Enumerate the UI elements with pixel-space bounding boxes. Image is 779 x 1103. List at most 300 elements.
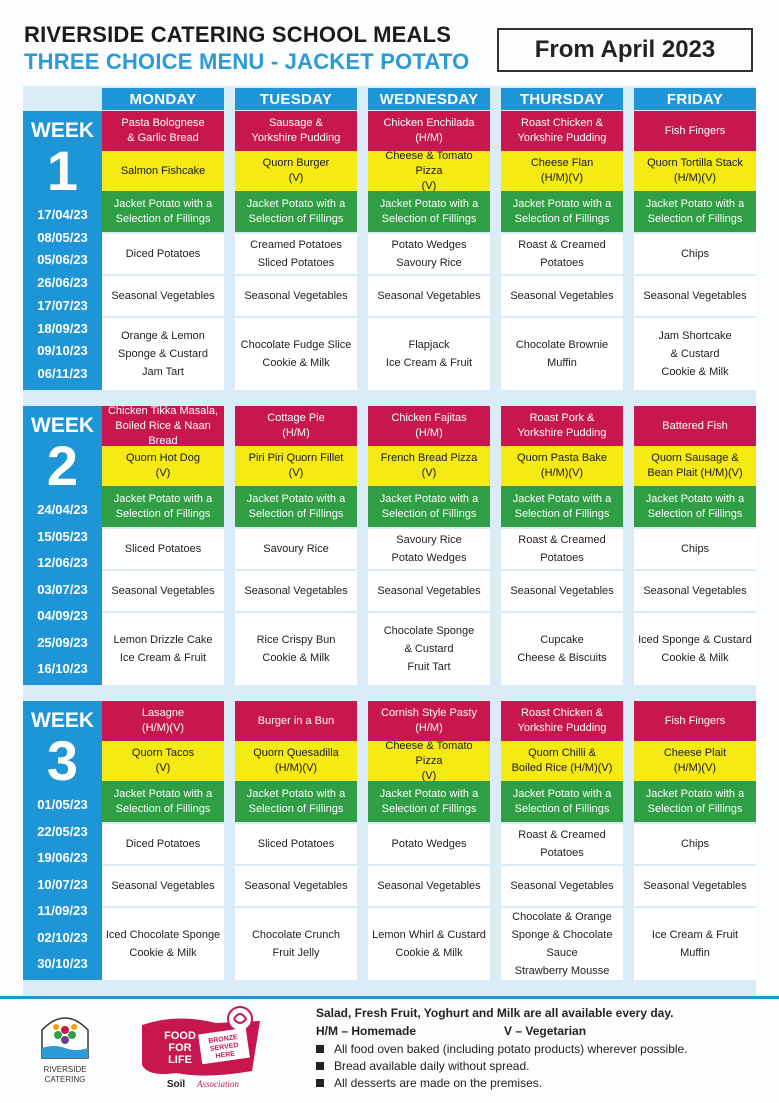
week-1-friday-veg-cell bbox=[634, 151, 756, 191]
main-line: Fish Fingers bbox=[664, 124, 726, 137]
week-3-thursday-side-cell bbox=[501, 824, 623, 864]
dessert-line: Lemon Whirl & Custard bbox=[372, 929, 486, 941]
week-2-thursday-side-cell bbox=[501, 529, 623, 569]
veg-line: Cheese & Tomato Pizza bbox=[385, 739, 473, 767]
week-3-thursday-veg-cell bbox=[501, 741, 623, 781]
side-line: Chips bbox=[680, 543, 710, 555]
week-2-monday-main-cell bbox=[102, 406, 224, 446]
week-3-wednesday-side-cell bbox=[368, 824, 490, 864]
key-vegetarian: V – Vegetarian bbox=[504, 1024, 587, 1038]
main-line: & Garlic Bread bbox=[127, 132, 199, 144]
jacket-line: Selection of Fillings bbox=[647, 212, 743, 225]
week-1-monday-jacket-cell bbox=[102, 191, 224, 232]
week-date: 03/07/23 bbox=[37, 581, 88, 597]
main-line: Yorkshire Pudding bbox=[517, 132, 607, 144]
week-date: 26/06/23 bbox=[37, 275, 88, 291]
week-1-wednesday-veg-cell bbox=[368, 151, 490, 191]
week-date: 18/09/23 bbox=[37, 320, 88, 336]
dessert-line: Chocolate Brownie bbox=[515, 339, 609, 351]
ffl-food: FOOD bbox=[164, 1030, 196, 1042]
week-3-tuesday-dessert-cell bbox=[235, 908, 357, 980]
week-1-tuesday-veg-cell bbox=[235, 151, 357, 191]
side-line: Potatoes bbox=[540, 552, 584, 564]
ffl-association: Association bbox=[197, 1079, 239, 1089]
vegetables-line: Seasonal Vegetables bbox=[111, 879, 215, 892]
week-1-tuesday-vegetables-cell bbox=[235, 276, 357, 316]
main-line: Burger in a Bun bbox=[257, 714, 335, 727]
ffl-served: SERVED bbox=[209, 1042, 239, 1053]
footer-bullet: All desserts are made on the premises. bbox=[316, 1076, 542, 1090]
vegetables-line: Seasonal Vegetables bbox=[244, 289, 348, 302]
dessert-line: Ice Cream & Fruit bbox=[651, 929, 739, 941]
main-line: Roast Pork & bbox=[529, 412, 595, 424]
veg-line: (V) bbox=[421, 769, 437, 782]
dessert-line: Cookie & Milk bbox=[262, 652, 330, 664]
day-header-monday: MONDAY bbox=[102, 88, 224, 110]
main-line: (H/M) bbox=[415, 722, 443, 734]
week-3-monday-vegetables-cell bbox=[102, 866, 224, 906]
veg-line: Quorn Tortilla Stack bbox=[647, 157, 743, 169]
bullet-square-icon bbox=[316, 1079, 324, 1087]
main-line: (H/M) bbox=[415, 132, 443, 144]
side-line: Diced Potatoes bbox=[125, 248, 201, 260]
week-3-tuesday-vegetables-cell bbox=[235, 866, 357, 906]
veg-line: (H/M)(V) bbox=[274, 762, 318, 774]
side-line: Potato Wedges bbox=[391, 552, 467, 564]
week-date: 17/07/23 bbox=[37, 297, 88, 313]
week-2-wednesday-main-cell bbox=[368, 406, 490, 446]
week-1-wednesday-vegetables-cell bbox=[368, 276, 490, 316]
week-2-wednesday-vegetables-cell bbox=[368, 571, 490, 611]
dessert-line: Muffin bbox=[547, 357, 577, 369]
week-3-monday-main-cell bbox=[102, 701, 224, 741]
week-3-column bbox=[23, 701, 102, 980]
week-2-tuesday-veg-cell bbox=[235, 446, 357, 486]
side-line: Roast & Creamed bbox=[518, 829, 606, 841]
main-line: (H/M) bbox=[415, 427, 443, 439]
ffl-here: HERE bbox=[215, 1050, 236, 1061]
week-number: 3 bbox=[46, 729, 79, 792]
week-2-tuesday-jacket-cell bbox=[235, 486, 357, 527]
side-line: Savoury Rice bbox=[396, 534, 462, 546]
week-label: WEEK bbox=[31, 414, 94, 437]
main-line: Yorkshire Pudding bbox=[251, 132, 341, 144]
veg-line: (V) bbox=[421, 179, 437, 192]
veg-line: (H/M)(V) bbox=[673, 762, 717, 774]
side-line: Chips bbox=[680, 248, 710, 260]
riverside-logo-line1: RIVERSIDE bbox=[43, 1065, 87, 1074]
jacket-line: Jacket Potato with a bbox=[246, 787, 346, 800]
week-3-friday-jacket-cell bbox=[634, 781, 756, 822]
veg-line: Piri Piri Quorn Fillet bbox=[248, 452, 344, 464]
dessert-line: & Custard bbox=[404, 643, 454, 655]
week-1-thursday-vegetables-cell bbox=[501, 276, 623, 316]
dessert-line: Ice Cream & Fruit bbox=[385, 357, 473, 369]
week-1-column bbox=[23, 111, 102, 390]
veg-line: Quorn Pasta Bake bbox=[517, 452, 607, 464]
veg-line: Salmon Fishcake bbox=[120, 164, 206, 177]
week-2-monday-vegetables-cell bbox=[102, 571, 224, 611]
main-line: Yorkshire Pudding bbox=[517, 427, 607, 439]
week-1-thursday-side-cell bbox=[501, 234, 623, 274]
week-1-friday-main-cell bbox=[634, 111, 756, 151]
week-3-wednesday-vegetables-cell bbox=[368, 866, 490, 906]
jacket-line: Selection of Fillings bbox=[514, 212, 610, 225]
jacket-line: Jacket Potato with a bbox=[645, 787, 745, 800]
week-1-thursday-main-cell bbox=[501, 111, 623, 151]
main-line: (H/M) bbox=[282, 427, 310, 439]
dessert-line: Strawberry Mousse bbox=[514, 965, 610, 977]
week-date: 10/07/23 bbox=[37, 876, 88, 892]
week-1-monday-dessert-cell bbox=[102, 318, 224, 390]
week-3-thursday-main-cell bbox=[501, 701, 623, 741]
menu-subtitle: THREE CHOICE MENU - JACKET POTATO bbox=[24, 49, 470, 74]
week-3-wednesday-jacket-cell bbox=[368, 781, 490, 822]
week-1-friday-side-cell bbox=[634, 234, 756, 274]
week-2-friday-veg-cell bbox=[634, 446, 756, 486]
side-line: Potatoes bbox=[540, 257, 584, 269]
vegetables-line: Seasonal Vegetables bbox=[643, 879, 747, 892]
veg-line: (V) bbox=[288, 172, 304, 184]
dessert-line: Flapjack bbox=[408, 339, 450, 351]
jacket-line: Jacket Potato with a bbox=[512, 787, 612, 800]
week-2-wednesday-jacket-cell bbox=[368, 486, 490, 527]
vegetables-line: Seasonal Vegetables bbox=[510, 289, 614, 302]
veg-line: (H/M)(V) bbox=[540, 172, 584, 184]
week-2-tuesday-dessert-cell bbox=[235, 613, 357, 685]
day-header-thursday: THURSDAY bbox=[501, 88, 623, 110]
jacket-line: Jacket Potato with a bbox=[379, 787, 479, 800]
week-date: 25/09/23 bbox=[37, 634, 88, 650]
day-header-friday: FRIDAY bbox=[634, 88, 756, 110]
veg-line: (V) bbox=[155, 467, 171, 479]
dessert-line: Rice Crispy Bun bbox=[256, 634, 336, 646]
dessert-line: Lemon Drizzle Cake bbox=[113, 634, 213, 646]
veg-line: (V) bbox=[288, 467, 304, 479]
side-line: Sliced Potatoes bbox=[257, 257, 335, 269]
week-2-wednesday-dessert-cell bbox=[368, 613, 490, 685]
jacket-line: Selection of Fillings bbox=[514, 802, 610, 815]
vegetables-line: Seasonal Vegetables bbox=[377, 584, 481, 597]
week-2-thursday-jacket-cell bbox=[501, 486, 623, 527]
jacket-line: Selection of Fillings bbox=[514, 507, 610, 520]
week-1-thursday-jacket-cell bbox=[501, 191, 623, 232]
week-date: 24/04/23 bbox=[37, 502, 88, 517]
side-line: Potatoes bbox=[540, 847, 584, 859]
week-2-friday-side-cell bbox=[634, 529, 756, 569]
week-3-wednesday-veg-cell bbox=[368, 741, 490, 781]
ffl-bronze: BRONZE bbox=[207, 1034, 239, 1046]
vegetables-line: Seasonal Vegetables bbox=[510, 584, 614, 597]
week-date: 17/04/23 bbox=[37, 207, 88, 222]
veg-line: Quorn Hot Dog bbox=[126, 452, 200, 464]
dessert-line: Chocolate Fudge Slice bbox=[240, 339, 352, 351]
week-2-tuesday-vegetables-cell bbox=[235, 571, 357, 611]
week-3-friday-side-cell bbox=[634, 824, 756, 864]
veg-line: Boiled Rice (H/M)(V) bbox=[511, 762, 613, 774]
week-3-thursday-vegetables-cell bbox=[501, 866, 623, 906]
week-1-friday-jacket-cell bbox=[634, 191, 756, 232]
week-2-monday-side-cell bbox=[102, 529, 224, 569]
week-date: 16/10/23 bbox=[37, 661, 88, 676]
bullet-square-icon bbox=[316, 1045, 324, 1053]
week-2-monday-veg-cell bbox=[102, 446, 224, 486]
week-2-wednesday-side-cell bbox=[368, 529, 490, 569]
dessert-line: Chocolate Sponge bbox=[383, 625, 475, 637]
ffl-soil: Soil bbox=[166, 1079, 186, 1090]
week-date: 12/06/23 bbox=[37, 555, 88, 570]
side-line: Potato Wedges bbox=[391, 239, 467, 251]
week-3-friday-veg-cell bbox=[634, 741, 756, 781]
ffl-life: LIFE bbox=[168, 1054, 192, 1066]
main-line: Roast Chicken & bbox=[521, 117, 603, 129]
dessert-line: Cookie & Milk bbox=[661, 366, 729, 378]
dessert-line: Sponge & Custard bbox=[118, 348, 208, 360]
week-3-tuesday-main-cell bbox=[235, 701, 357, 741]
main-line: Chicken Tikka Masala, bbox=[107, 404, 219, 417]
week-label: WEEK bbox=[31, 119, 94, 142]
week-date: 05/06/23 bbox=[37, 252, 88, 268]
week-number: 1 bbox=[46, 139, 79, 202]
week-3-wednesday-dessert-cell bbox=[368, 908, 490, 980]
side-line: Roast & Creamed bbox=[518, 239, 606, 251]
week-1-wednesday-main-cell bbox=[368, 111, 490, 151]
dessert-line: Cheese & Biscuits bbox=[517, 652, 607, 664]
dessert-line: Fruit Tart bbox=[407, 661, 451, 673]
week-1-monday-vegetables-cell bbox=[102, 276, 224, 316]
side-line: Creamed Potatoes bbox=[250, 239, 342, 251]
veg-line: Quorn Quesadilla bbox=[253, 747, 339, 759]
dessert-line: Cookie & Milk bbox=[395, 947, 463, 959]
riverside-catering-logo bbox=[34, 1008, 96, 1092]
week-1-monday-veg-cell bbox=[102, 151, 224, 191]
dessert-line: Jam Tart bbox=[142, 366, 184, 378]
week-2-friday-jacket-cell bbox=[634, 486, 756, 527]
vegetables-line: Seasonal Vegetables bbox=[510, 879, 614, 892]
dessert-line: Sauce bbox=[546, 947, 578, 959]
veg-line: French Bread Pizza bbox=[380, 452, 478, 464]
riverside-logo-line2: CATERING bbox=[44, 1075, 86, 1084]
week-3-monday-jacket-cell bbox=[102, 781, 224, 822]
week-1-friday-vegetables-cell bbox=[634, 276, 756, 316]
main-line: (H/M)(V) bbox=[141, 722, 185, 734]
week-date: 06/11/23 bbox=[37, 366, 88, 381]
week-3-thursday-dessert-cell bbox=[501, 908, 623, 980]
week-2-tuesday-main-cell bbox=[235, 406, 357, 446]
week-2-monday-dessert-cell bbox=[102, 613, 224, 685]
day-header-tuesday: TUESDAY bbox=[235, 88, 357, 110]
jacket-line: Jacket Potato with a bbox=[113, 197, 213, 210]
week-2-column bbox=[23, 406, 102, 685]
week-1-monday-main-cell bbox=[102, 111, 224, 151]
jacket-line: Jacket Potato with a bbox=[113, 787, 213, 800]
jacket-line: Selection of Fillings bbox=[248, 802, 344, 815]
dessert-line: Jam Shortcake bbox=[658, 330, 732, 342]
veg-line: Bean Plait (H/M)(V) bbox=[647, 467, 743, 479]
side-line: Potato Wedges bbox=[391, 838, 467, 850]
main-line: Roast Chicken & bbox=[521, 707, 603, 719]
main-line: Cornish Style Pasty bbox=[381, 707, 477, 719]
main-line: Lasagne bbox=[141, 707, 185, 719]
jacket-line: Jacket Potato with a bbox=[246, 492, 346, 505]
day-header-wednesday: WEDNESDAY bbox=[368, 88, 490, 110]
week-date: 02/10/23 bbox=[37, 929, 88, 945]
jacket-line: Jacket Potato with a bbox=[113, 492, 213, 505]
bullet-square-icon bbox=[316, 1062, 324, 1070]
week-1-tuesday-side-cell bbox=[235, 234, 357, 274]
week-date: 15/05/23 bbox=[37, 528, 88, 544]
vegetables-line: Seasonal Vegetables bbox=[377, 289, 481, 302]
vegetables-line: Seasonal Vegetables bbox=[111, 584, 215, 597]
vegetables-line: Seasonal Vegetables bbox=[111, 289, 215, 302]
jacket-line: Jacket Potato with a bbox=[512, 492, 612, 505]
food-for-life-logo bbox=[136, 1005, 266, 1091]
week-1-friday-dessert-cell bbox=[634, 318, 756, 390]
side-line: Sliced Potatoes bbox=[124, 543, 202, 555]
vegetables-line: Seasonal Vegetables bbox=[643, 289, 747, 302]
jacket-line: Selection of Fillings bbox=[248, 507, 344, 520]
main-line: Battered Fish bbox=[662, 419, 728, 432]
jacket-line: Selection of Fillings bbox=[381, 212, 477, 225]
dessert-line: Fruit Jelly bbox=[272, 947, 320, 959]
jacket-line: Selection of Fillings bbox=[115, 802, 211, 815]
jacket-line: Jacket Potato with a bbox=[512, 197, 612, 210]
jacket-line: Selection of Fillings bbox=[248, 212, 344, 225]
week-1-tuesday-main-cell bbox=[235, 111, 357, 151]
footer-bullet: Bread available daily without spread. bbox=[316, 1059, 529, 1073]
veg-line: Quorn Burger bbox=[262, 157, 330, 169]
week-1-thursday-veg-cell bbox=[501, 151, 623, 191]
key-homemade: H/M – Homemade bbox=[316, 1024, 417, 1038]
week-3-tuesday-veg-cell bbox=[235, 741, 357, 781]
week-2-thursday-main-cell bbox=[501, 406, 623, 446]
dessert-line: Orange & Lemon bbox=[121, 330, 205, 342]
dessert-line: Cookie & Milk bbox=[661, 652, 729, 664]
veg-line: Cheese & Tomato Pizza bbox=[385, 149, 473, 177]
jacket-line: Jacket Potato with a bbox=[246, 197, 346, 210]
main-line: Chicken Fajitas bbox=[391, 412, 467, 424]
dessert-line: Chocolate Crunch bbox=[251, 929, 341, 941]
veg-line: (H/M)(V) bbox=[673, 172, 717, 184]
week-3-wednesday-main-cell bbox=[368, 701, 490, 741]
veg-line: Quorn Chilli & bbox=[528, 747, 596, 759]
veg-line: Cheese Plait bbox=[663, 747, 727, 759]
week-3-tuesday-side-cell bbox=[235, 824, 357, 864]
week-1-tuesday-jacket-cell bbox=[235, 191, 357, 232]
side-line: Savoury Rice bbox=[263, 543, 329, 555]
dessert-line: Cupcake bbox=[540, 634, 584, 646]
main-line: Yorkshire Pudding bbox=[517, 722, 607, 734]
dessert-line: Cookie & Milk bbox=[262, 357, 330, 369]
week-1-thursday-dessert-cell bbox=[501, 318, 623, 390]
week-3-friday-vegetables-cell bbox=[634, 866, 756, 906]
jacket-line: Jacket Potato with a bbox=[645, 492, 745, 505]
dessert-line: Ice Cream & Fruit bbox=[119, 652, 207, 664]
veg-line: (V) bbox=[155, 762, 171, 774]
week-2-thursday-veg-cell bbox=[501, 446, 623, 486]
week-date: 19/06/23 bbox=[37, 850, 88, 865]
week-3-monday-veg-cell bbox=[102, 741, 224, 781]
week-label: WEEK bbox=[31, 709, 94, 732]
jacket-line: Jacket Potato with a bbox=[379, 492, 479, 505]
week-date: 22/05/23 bbox=[37, 823, 88, 839]
week-3-monday-dessert-cell bbox=[102, 908, 224, 980]
dessert-line: Iced Sponge & Custard bbox=[638, 634, 752, 646]
week-2-thursday-vegetables-cell bbox=[501, 571, 623, 611]
week-3-tuesday-jacket-cell bbox=[235, 781, 357, 822]
dessert-line: Iced Chocolate Sponge bbox=[105, 929, 221, 941]
menu-title: RIVERSIDE CATERING SCHOOL MEALS bbox=[24, 22, 452, 47]
ffl-for: FOR bbox=[168, 1042, 192, 1054]
week-2-tuesday-side-cell bbox=[235, 529, 357, 569]
side-line: Chips bbox=[680, 838, 710, 850]
week-2-friday-vegetables-cell bbox=[634, 571, 756, 611]
week-1-monday-side-cell bbox=[102, 234, 224, 274]
main-line: Chicken Enchilada bbox=[383, 117, 475, 129]
week-2-friday-dessert-cell bbox=[634, 613, 756, 685]
week-3-friday-dessert-cell bbox=[634, 908, 756, 980]
week-1-wednesday-side-cell bbox=[368, 234, 490, 274]
week-date: 30/10/23 bbox=[37, 956, 88, 971]
week-1-wednesday-jacket-cell bbox=[368, 191, 490, 232]
daily-availability-note: Salad, Fresh Fruit, Yoghurt and Milk are all available every day. bbox=[316, 1006, 674, 1020]
side-line: Savoury Rice bbox=[396, 257, 462, 269]
week-number: 2 bbox=[46, 434, 79, 497]
jacket-line: Selection of Fillings bbox=[115, 212, 211, 225]
side-line: Sliced Potatoes bbox=[257, 838, 335, 850]
main-line: Cottage Pie bbox=[267, 412, 325, 424]
veg-line: (V) bbox=[421, 467, 437, 479]
week-1-tuesday-dessert-cell bbox=[235, 318, 357, 390]
vegetables-line: Seasonal Vegetables bbox=[244, 879, 348, 892]
week-date: 04/09/23 bbox=[37, 608, 88, 623]
jacket-line: Selection of Fillings bbox=[647, 507, 743, 520]
vegetables-line: Seasonal Vegetables bbox=[643, 584, 747, 597]
vegetables-line: Seasonal Vegetables bbox=[377, 879, 481, 892]
main-line: Fish Fingers bbox=[664, 714, 726, 727]
jacket-line: Jacket Potato with a bbox=[379, 197, 479, 210]
main-line: Pasta Bolognese bbox=[121, 117, 205, 129]
week-date: 08/05/23 bbox=[37, 229, 88, 245]
jacket-line: Jacket Potato with a bbox=[645, 197, 745, 210]
vegetables-line: Seasonal Vegetables bbox=[244, 584, 348, 597]
week-date: 11/09/23 bbox=[37, 903, 88, 918]
week-2-thursday-dessert-cell bbox=[501, 613, 623, 685]
dessert-line: Sponge & Chocolate bbox=[511, 929, 613, 941]
jacket-line: Selection of Fillings bbox=[381, 802, 477, 815]
week-3-monday-side-cell bbox=[102, 824, 224, 864]
veg-line: Cheese Flan bbox=[530, 157, 594, 169]
week-2-wednesday-veg-cell bbox=[368, 446, 490, 486]
week-date: 09/10/23 bbox=[37, 343, 88, 359]
dessert-line: & Custard bbox=[670, 348, 720, 360]
main-line: Boiled Rice & Naan Bread bbox=[115, 419, 211, 447]
week-2-monday-jacket-cell bbox=[102, 486, 224, 527]
jacket-line: Selection of Fillings bbox=[647, 802, 743, 815]
jacket-line: Selection of Fillings bbox=[115, 507, 211, 520]
veg-line: (H/M)(V) bbox=[540, 467, 584, 479]
veg-line: Quorn Sausage & bbox=[651, 452, 739, 464]
main-line: Sausage & bbox=[269, 117, 323, 129]
footer-bullet: All food oven baked (including potato products) wherever possible. bbox=[316, 1042, 688, 1056]
week-3-thursday-jacket-cell bbox=[501, 781, 623, 822]
week-2-friday-main-cell bbox=[634, 406, 756, 446]
footer-divider bbox=[0, 996, 779, 999]
date-box: From April 2023 bbox=[497, 28, 753, 72]
side-line: Roast & Creamed bbox=[518, 534, 606, 546]
dessert-line: Chocolate & Orange bbox=[512, 911, 612, 923]
week-1-wednesday-dessert-cell bbox=[368, 318, 490, 390]
